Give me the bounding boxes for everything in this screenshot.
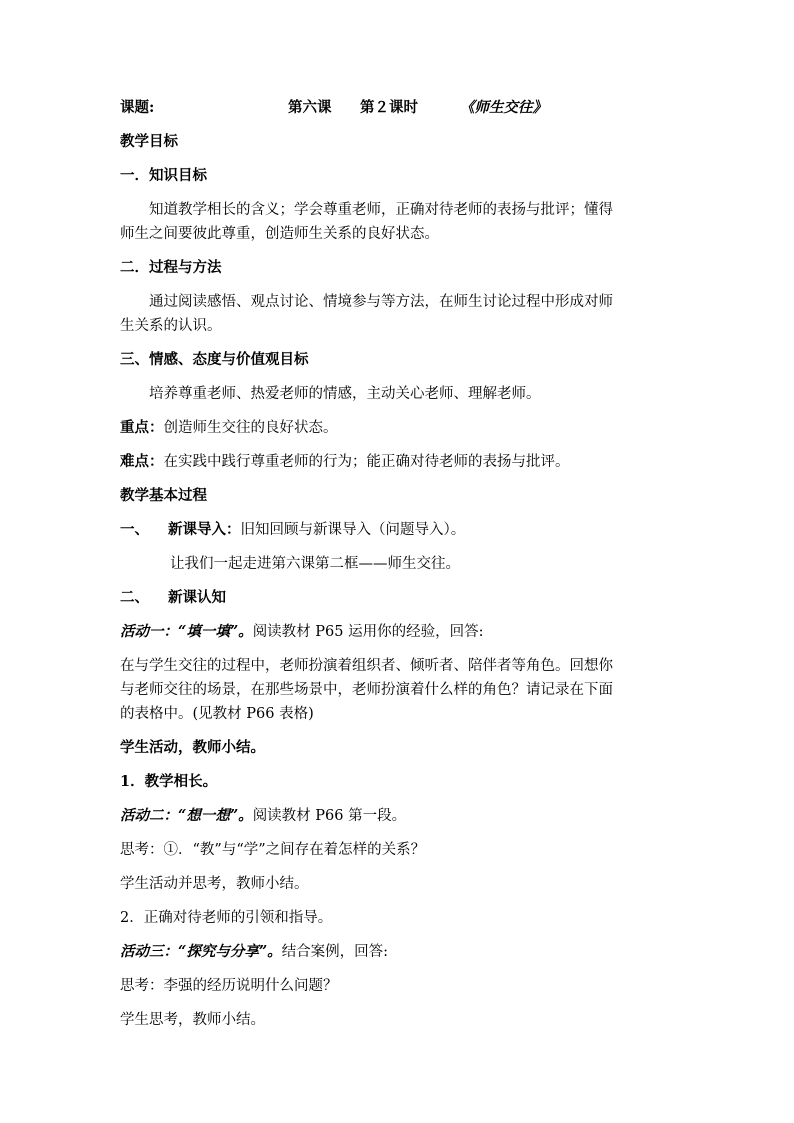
key-point-text: 创造师生交往的良好状态。 bbox=[163, 420, 338, 436]
key-point bbox=[120, 416, 680, 440]
activity1-p2: 与老师交往的场景，在那些场景中，老师扮演着什么样的角色？请记录在下面 bbox=[120, 682, 613, 698]
key-point-label: 重点： bbox=[120, 419, 164, 436]
goal2-line2: 生关系的认识。 bbox=[120, 318, 222, 334]
goals-heading: 教学目标 bbox=[120, 133, 178, 150]
title-label: 课题: bbox=[120, 99, 155, 116]
step1-label: 新课导入： bbox=[168, 521, 241, 538]
activity1-p1: 在与学生交往的过程中，老师扮演着组织者、倾听者、陪伴者等角色。回想你 bbox=[120, 658, 613, 674]
title-lesson: 第六课 bbox=[288, 99, 332, 116]
step1-sub: 让我们一起走进第六课第二框——师生交往。 bbox=[170, 556, 460, 572]
point2: 2．正确对待老师的引领和指导。 bbox=[120, 910, 333, 926]
think1: 思考：①．“教”与“学”之间存在着怎样的关系？ bbox=[120, 842, 426, 858]
difficulty bbox=[120, 450, 680, 474]
step2-label: 新课认知 bbox=[168, 589, 226, 606]
activity2 bbox=[120, 804, 680, 828]
activity3-name: “探究与分享”。 bbox=[178, 943, 282, 960]
goal2-heading: 二．过程与方法 bbox=[120, 259, 222, 276]
activity2-text: 阅读教材 P66 第一段。 bbox=[252, 808, 407, 824]
activity1-label: 活动一： bbox=[120, 623, 178, 640]
goal3-heading: 三、情感、态度与价值观目标 bbox=[120, 351, 309, 368]
lesson-plan bbox=[120, 96, 680, 1032]
goal2-line1: 通过阅读感悟、观点讨论、情境参与等方法，在师生讨论过程中形成对师 bbox=[149, 294, 613, 310]
goal1-line1: 知道教学相长的含义；学会尊重老师，正确对待老师的表扬与批评；懂得 bbox=[149, 202, 613, 218]
summary2: 学生活动并思考，教师小结。 bbox=[120, 876, 309, 892]
step2-num: 二、 bbox=[120, 589, 149, 606]
goal3-line1: 培养尊重老师、热爱老师的情感，主动关心老师、理解老师。 bbox=[149, 386, 541, 402]
activity1-name: “填一填”。 bbox=[178, 623, 253, 640]
step1-text: 旧知回顾与新课导入（问题导入）。 bbox=[240, 522, 466, 538]
step1 bbox=[120, 518, 680, 542]
activity2-name: “想一想”。 bbox=[178, 807, 253, 824]
activity3-label: 活动三： bbox=[120, 943, 178, 960]
title-name: 《师生交往》 bbox=[460, 99, 547, 116]
activity2-label: 活动二： bbox=[120, 807, 178, 824]
difficulty-label: 难点： bbox=[120, 453, 164, 470]
activity1-text: 阅读教材 P65 运用你的经验，回答: bbox=[252, 624, 484, 640]
process-heading: 教学基本过程 bbox=[120, 487, 207, 504]
activity1-p3: 的表格中。(见教材 P66 表格) bbox=[120, 706, 314, 722]
activity3 bbox=[120, 940, 680, 964]
think2: 思考：李强的经历说明什么问题？ bbox=[120, 978, 338, 994]
point1: 1．教学相长。 bbox=[120, 773, 218, 790]
title-period: 第２课时 bbox=[360, 99, 418, 116]
goal1-line2: 师生之间要彼此尊重，创造师生关系的良好状态。 bbox=[120, 226, 439, 242]
difficulty-text: 在实践中践行尊重老师的行为；能正确对待老师的表扬与批评。 bbox=[163, 454, 570, 470]
goal1-heading: 一．知识目标 bbox=[120, 167, 207, 184]
summary1: 学生活动，教师小结。 bbox=[120, 739, 265, 756]
summary3: 学生思考，教师小结。 bbox=[120, 1012, 265, 1028]
title-row bbox=[120, 96, 680, 120]
step2 bbox=[120, 586, 680, 610]
activity3-text: 结合案例，回答: bbox=[281, 944, 389, 960]
step1-num: 一、 bbox=[120, 521, 149, 538]
activity1 bbox=[120, 620, 680, 644]
